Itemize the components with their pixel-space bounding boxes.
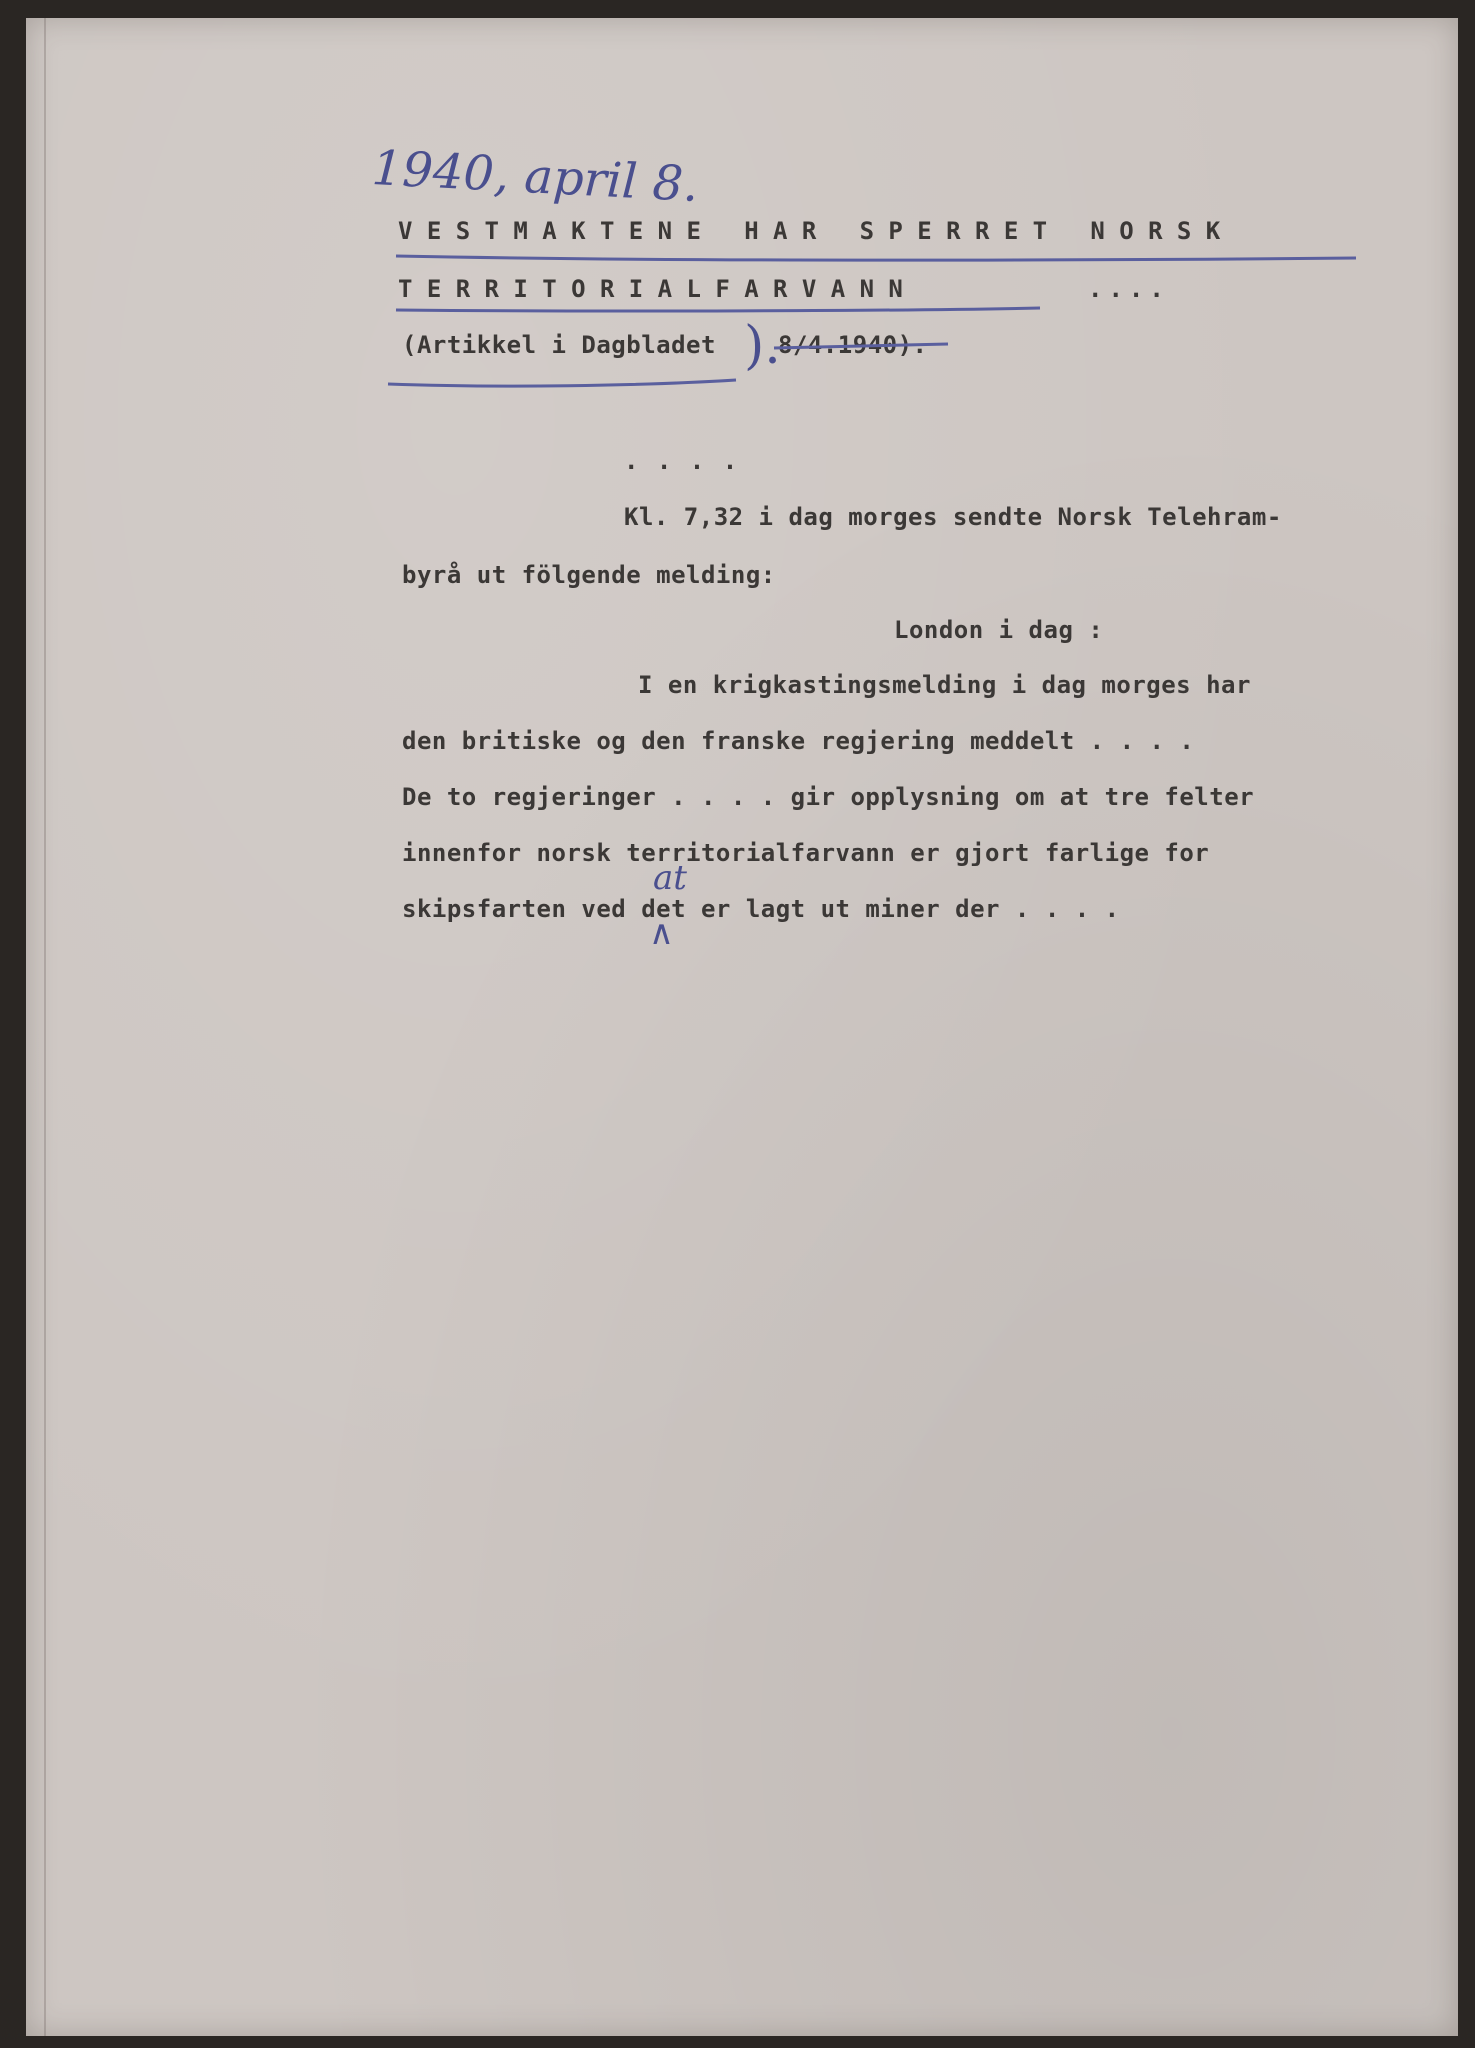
document-page <box>26 18 1458 2036</box>
ellipsis-line: . . . . <box>624 447 740 475</box>
body-line-2: byrå ut fölgende melding: <box>402 561 776 589</box>
insertion-caret-icon: ∧ <box>649 913 674 953</box>
handwritten-insertion: at <box>653 858 687 898</box>
body-line-5: den britiske og den franske regjering meddelt . . . . <box>402 727 1195 755</box>
heading-line-2-dots: .... <box>1088 275 1170 303</box>
handwritten-closing-paren: ). <box>744 316 781 376</box>
struck-date: 8/4.1940). <box>778 331 928 359</box>
page-fold-edge <box>44 18 46 2036</box>
body-line-1: Kl. 7,32 i dag morges sendte Norsk Telehram- <box>624 503 1282 531</box>
heading-line-1: VESTMAKTENE HAR SPERRET NORSK <box>398 217 1235 245</box>
body-line-7: innenfor norsk territorialfarvann er gjort farlige for <box>402 839 1210 867</box>
body-line-6: De to regjeringer . . . . gir opplysning om at tre felter <box>402 783 1255 811</box>
handwritten-date: 1940, april 8. <box>370 140 700 214</box>
body-line-4: I en krigkastingsmelding i dag morges har <box>638 671 1251 699</box>
body-line-8: skipsfarten ved det er lagt ut miner der . . . . <box>402 895 1120 923</box>
heading-line-2: TERRITORIALFARVANN <box>398 275 918 303</box>
source-citation: (Artikkel i Dagbladet <box>402 331 716 359</box>
body-line-3: London i dag : <box>894 616 1104 644</box>
